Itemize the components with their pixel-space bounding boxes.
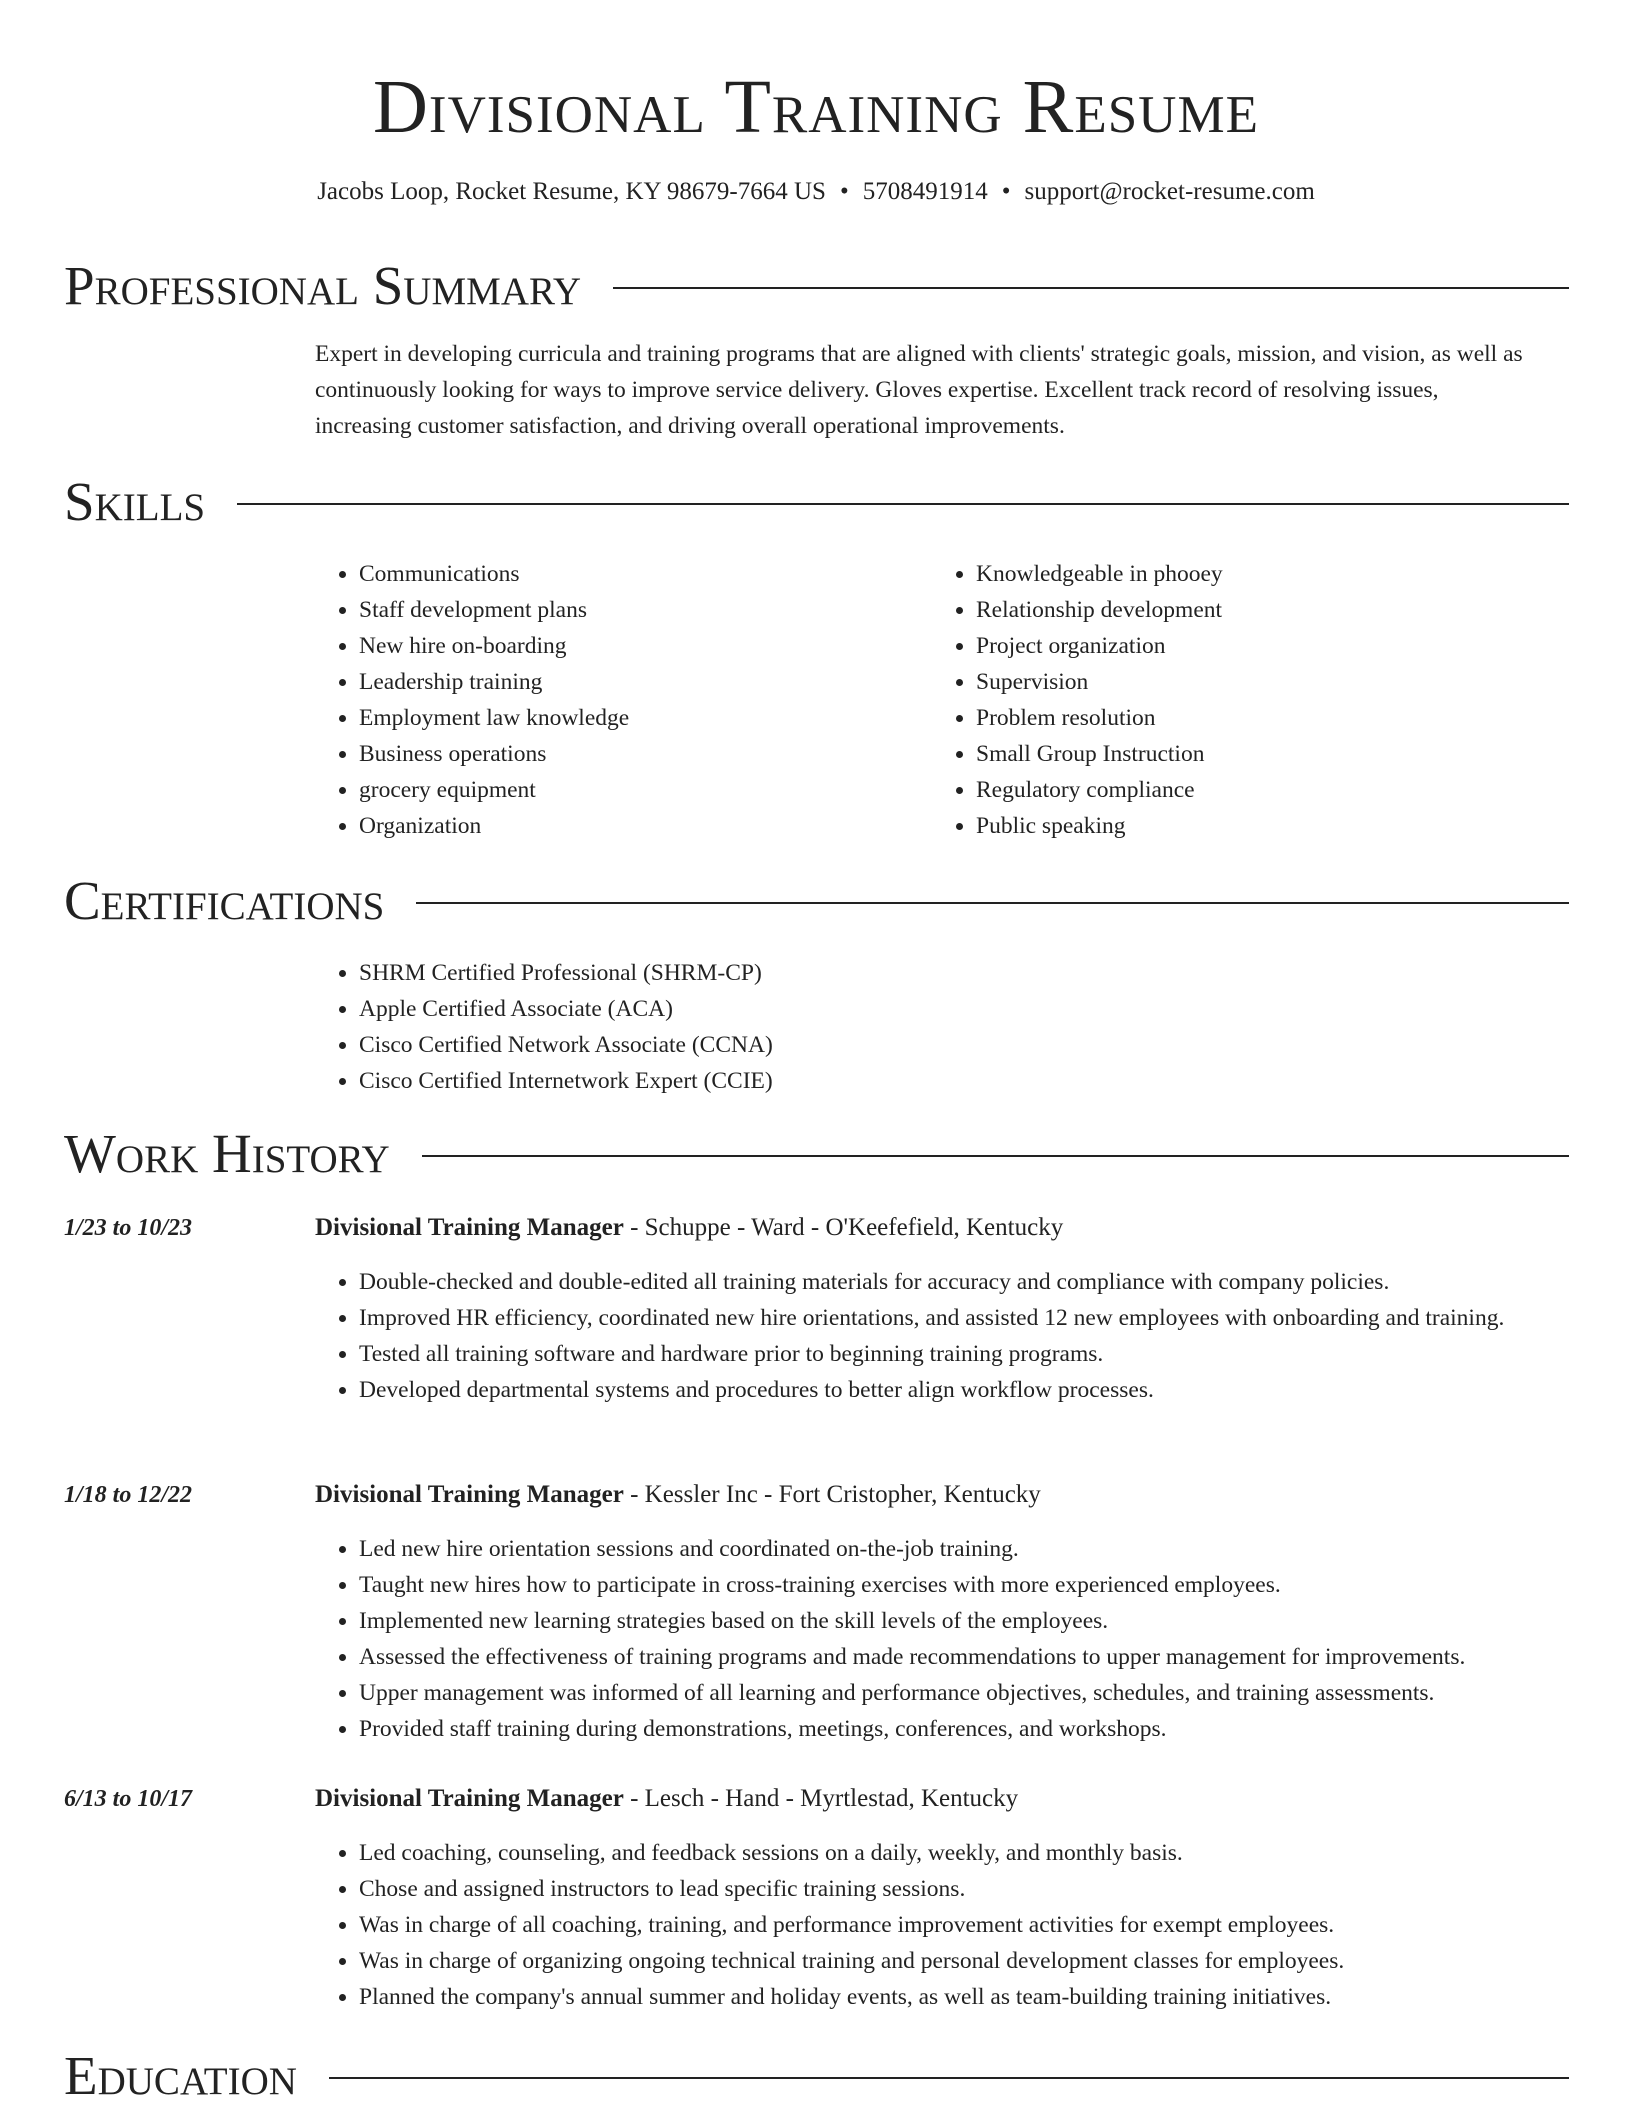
job-bullet: • Chose and assigned instructors to lead specific training sessions. (359, 1871, 1555, 1907)
section-heading-label: Education (64, 2045, 297, 2106)
section-divider (613, 287, 1569, 289)
job-role: Divisional Training Manager (315, 1785, 624, 1812)
job-headline (315, 1210, 1569, 1246)
job-bullet: • Developed departmental systems and procedures to better align workflow processes. (359, 1372, 1555, 1408)
contact-phone: 5708491914 (862, 178, 988, 205)
skill-item: • Communications (359, 556, 932, 592)
job-headline (315, 1477, 1569, 1513)
job-dates: 1/18 to 12/22 (64, 1482, 193, 1508)
summary-text: Expert in developing curricula and training programs that are aligned with clients' strategic goals, mission, and vision, as well as continuously looking for ways to improve service delivery. Gloves expertise. Excellent track record of resolving issues, increasing customer satisfaction, and driving overall operational improvements. (315, 341, 1523, 439)
job-bullets (315, 1835, 1555, 2015)
job-bullet: • Planned the company's annual summer and holiday events, as well as team-building training initiatives. (359, 1979, 1555, 2015)
job-company-location: - Kessler Inc - Fort Cristopher, Kentucky (623, 1481, 1041, 1508)
job-bullet: • Improved HR efficiency, coordinated new hire orientations, and assisted 12 new employees with onboarding and training. (359, 1300, 1555, 1336)
section-heading-education (64, 2044, 1569, 2108)
contact-address: Jacobs Loop, Rocket Resume, KY 98679-7664 US (317, 178, 826, 205)
skills-column-right (932, 556, 1549, 844)
contact-separator: • (839, 178, 849, 205)
job-role: Divisional Training Manager (315, 1214, 624, 1241)
contact-line (0, 174, 1632, 210)
section-heading-skills (64, 470, 1569, 534)
skill-item: • Leadership training (359, 664, 932, 700)
section-divider (422, 1155, 1569, 1157)
skill-item: • Regulatory compliance (976, 772, 1549, 808)
section-divider (329, 2077, 1569, 2079)
job-headline (315, 1781, 1569, 1817)
skill-item: • Supervision (976, 664, 1549, 700)
job-bullet: • Implemented new learning strategies based on the skill levels of the employees. (359, 1603, 1555, 1639)
skill-item: • Problem resolution (976, 700, 1549, 736)
skill-item: • Employment law knowledge (359, 700, 932, 736)
job-bullet: • Double-checked and double-edited all training materials for accuracy and compliance with company policies. (359, 1264, 1555, 1300)
section-divider (416, 902, 1569, 904)
skill-item: • Knowledgeable in phooey (976, 556, 1549, 592)
section-heading-work-history (64, 1122, 1569, 1186)
job-bullet: • Was in charge of organizing ongoing technical training and personal development classes for employees. (359, 1943, 1555, 1979)
section-heading-label: Skills (64, 471, 206, 532)
job-bullets (315, 1264, 1555, 1408)
job-dates: 6/13 to 10/17 (64, 1786, 193, 1812)
section-heading-certifications (64, 869, 1569, 933)
job-bullet: • Provided staff training during demonstrations, meetings, conferences, and workshops. (359, 1711, 1555, 1747)
section-heading-label: Certifications (64, 870, 385, 931)
certification-item: • Cisco Certified Network Associate (CCNA) (359, 1027, 1540, 1063)
skill-item: • Relationship development (976, 592, 1549, 628)
section-heading-label: Professional Summary (64, 255, 582, 316)
contact-email: support@rocket-resume.com (1024, 178, 1315, 205)
job-bullet: • Upper management was informed of all learning and performance objectives, schedules, and training assessments. (359, 1675, 1555, 1711)
skill-item: • Business operations (359, 736, 932, 772)
resume-title: Divisional Training Resume (373, 65, 1259, 149)
certification-item: • SHRM Certified Professional (SHRM-CP) (359, 955, 1540, 991)
section-heading-label: Work History (64, 1123, 390, 1184)
job-company-location: - Schuppe - Ward - O'Keefefield, Kentucky (623, 1214, 1064, 1241)
skill-item: • grocery equipment (359, 772, 932, 808)
job-bullet: • Led new hire orientation sessions and coordinated on-the-job training. (359, 1531, 1555, 1567)
section-heading-summary (64, 254, 1569, 318)
skills-column-left (315, 556, 932, 844)
job-bullet: • Tested all training software and hardware prior to beginning training programs. (359, 1336, 1555, 1372)
section-divider (237, 503, 1569, 505)
job-company-location: - Lesch - Hand - Myrtlestad, Kentucky (623, 1785, 1019, 1812)
job-bullet: • Was in charge of all coaching, training, and performance improvement activities for exempt employees. (359, 1907, 1555, 1943)
job-bullets (315, 1531, 1555, 1747)
certification-item: • Cisco Certified Internetwork Expert (CCIE) (359, 1063, 1540, 1099)
skill-item: • Organization (359, 808, 932, 844)
job-role: Divisional Training Manager (315, 1481, 624, 1508)
certification-item: • Apple Certified Associate (ACA) (359, 991, 1540, 1027)
skill-item: • Staff development plans (359, 592, 932, 628)
contact-separator: • (1001, 178, 1011, 205)
skill-item: • Public speaking (976, 808, 1549, 844)
skill-item: • Project organization (976, 628, 1549, 664)
job-bullet: • Assessed the effectiveness of training programs and made recommendations to upper management for improvements. (359, 1639, 1555, 1675)
skill-item: • New hire on-boarding (359, 628, 932, 664)
skill-item: • Small Group Instruction (976, 736, 1549, 772)
job-bullet: • Taught new hires how to participate in cross-training exercises with more experienced employees. (359, 1567, 1555, 1603)
certifications-list (315, 955, 1540, 1099)
skills-list (315, 556, 1565, 844)
job-dates: 1/23 to 10/23 (64, 1215, 193, 1241)
job-bullet: • Led coaching, counseling, and feedback sessions on a daily, weekly, and monthly basis. (359, 1835, 1555, 1871)
